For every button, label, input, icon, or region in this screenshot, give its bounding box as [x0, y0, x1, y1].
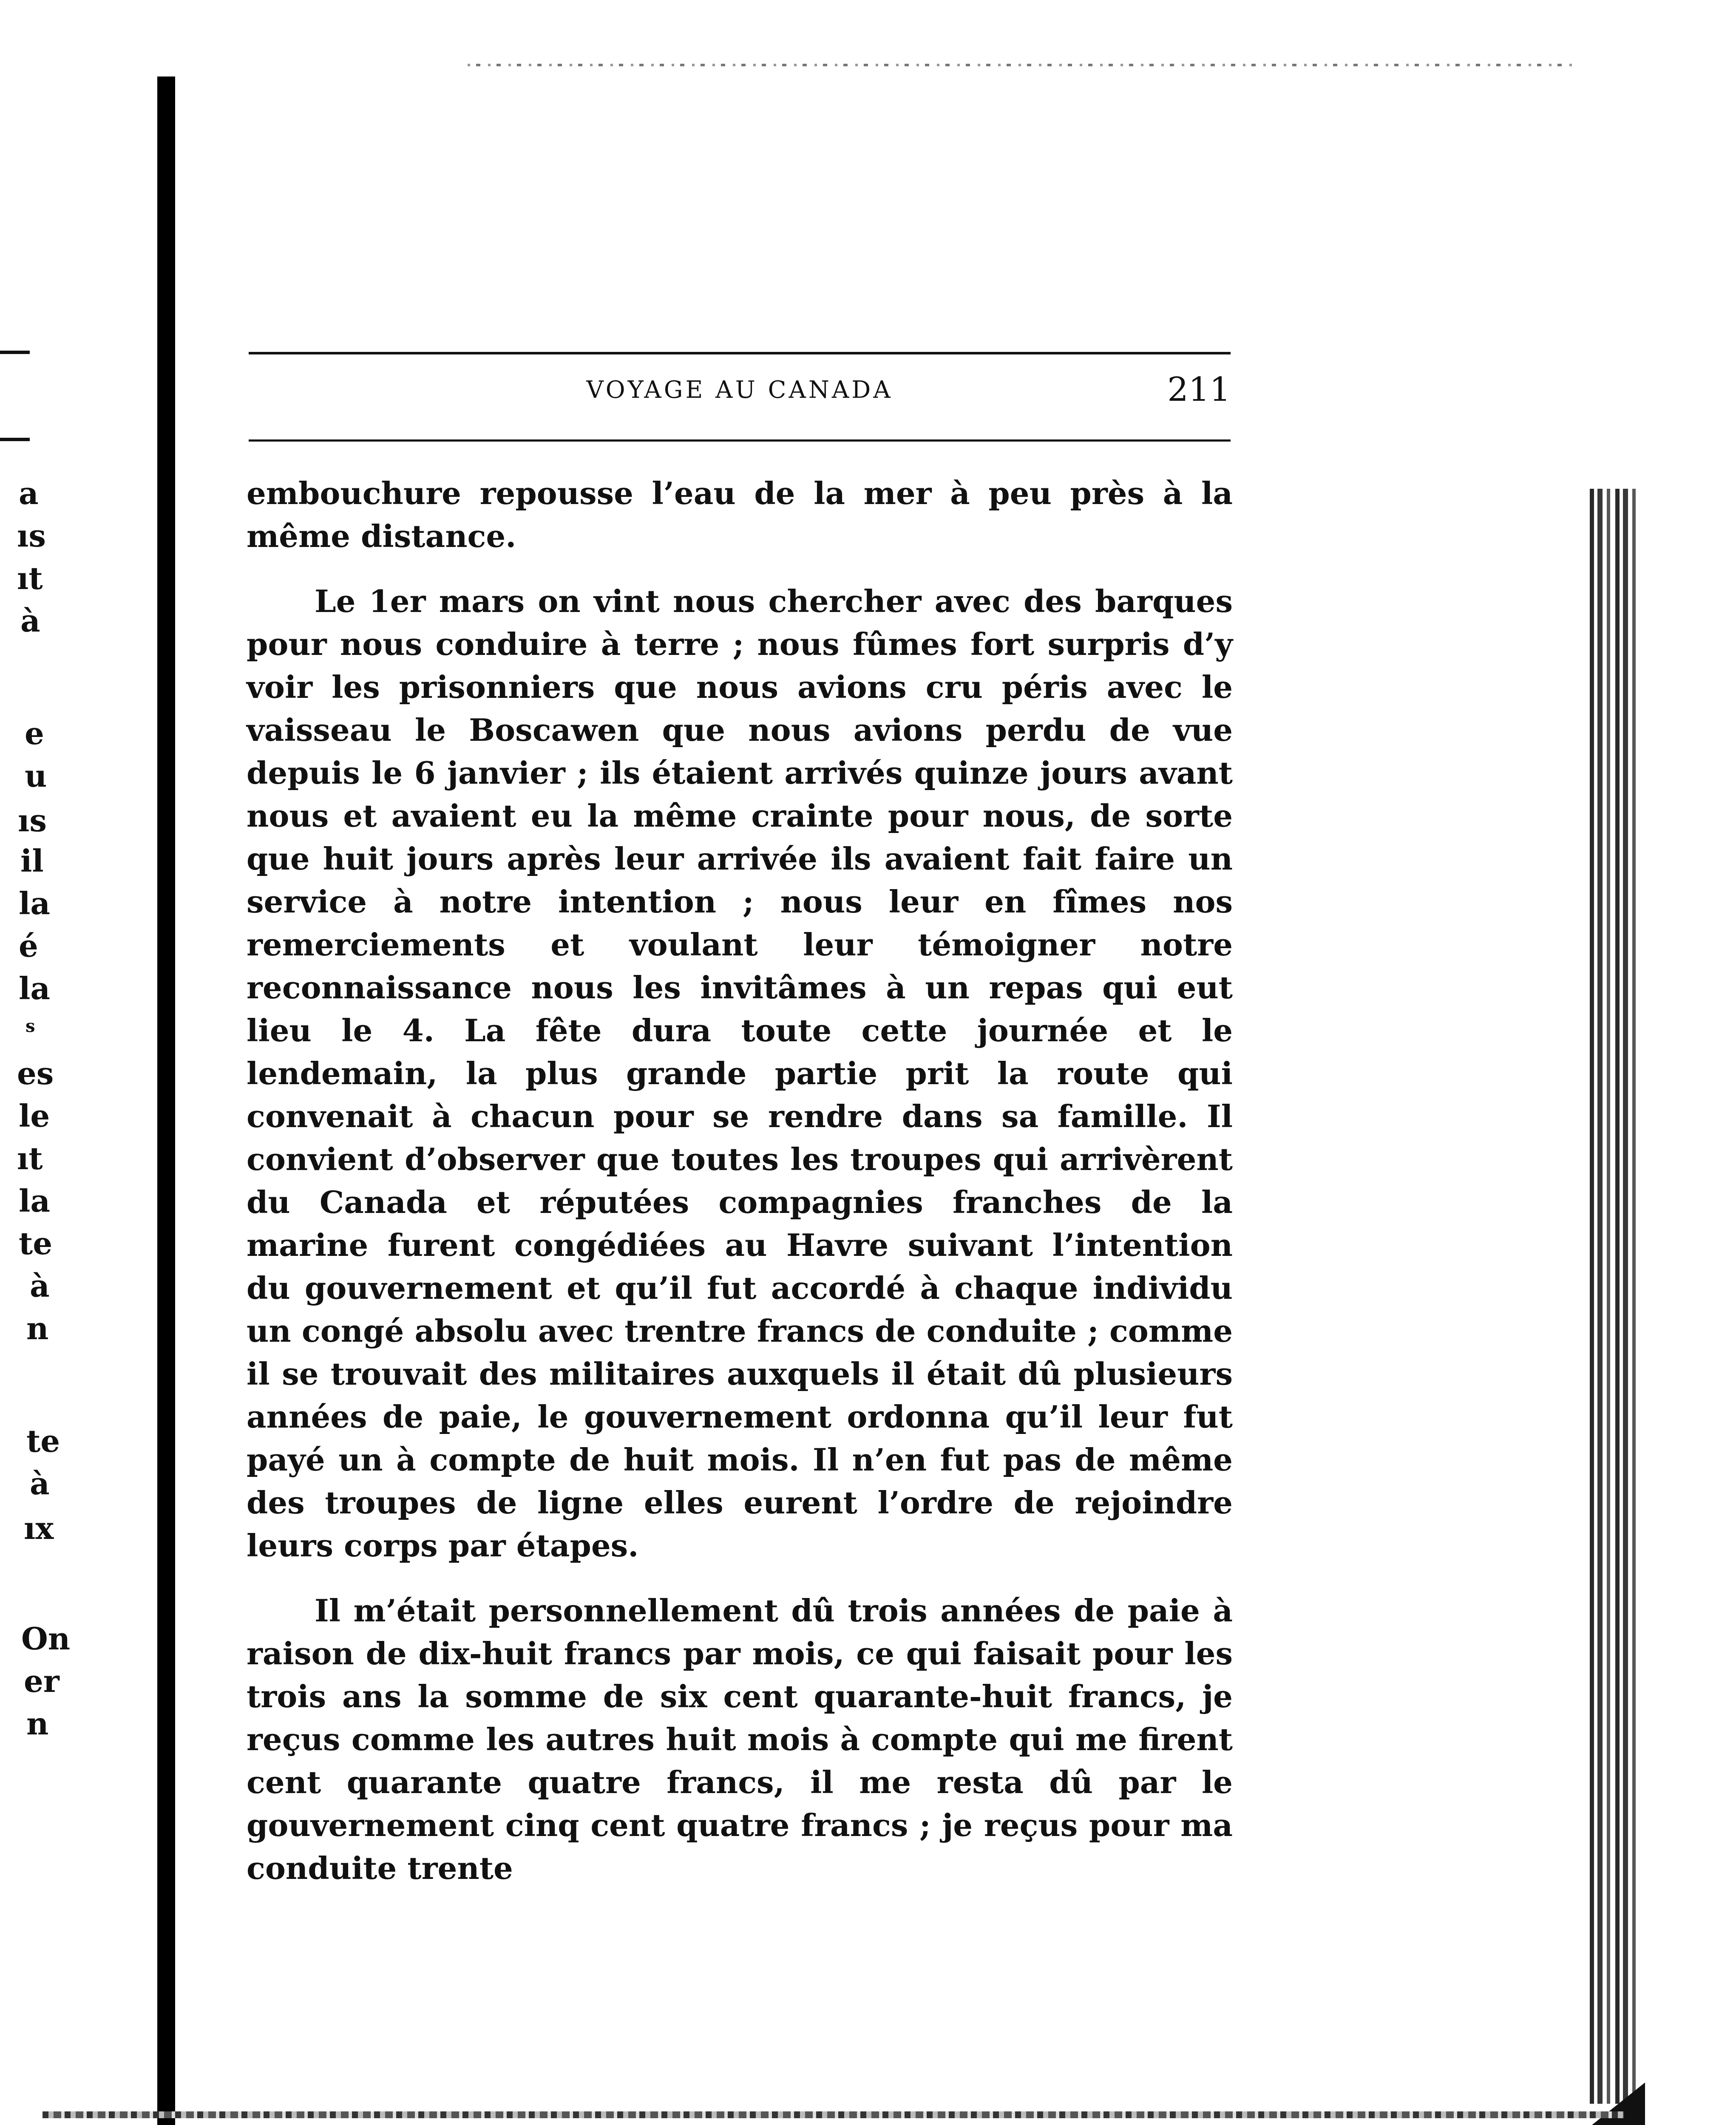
fragment: s [26, 1016, 35, 1036]
running-head: VOYAGE AU CANADA [586, 376, 893, 404]
fragment: la [19, 885, 51, 921]
header-rule-top [249, 352, 1231, 354]
fragment: te [19, 1225, 53, 1261]
fragment: à [20, 603, 40, 639]
fragment: ıx [24, 1510, 54, 1546]
fragment: es [17, 1055, 54, 1091]
fragment: ıt [17, 560, 43, 596]
fragment: il [20, 843, 44, 879]
fragment: te [26, 1423, 60, 1459]
page-stack-edge [1590, 489, 1637, 2104]
fragment: la [19, 1183, 51, 1219]
paragraph: Le 1er mars on vint nous chercher avec des barques pour nous conduire à terre ; nous fûmes fort surpris d’y voir les prisonniers que nous avions cru péris avec le vaisseau le Boscawen que nous avions perdu de vue depuis le 6 janvier ; ils étaient arrivés quinze jours avant nous et avaient eu la même crainte pour nous, de sorte que huit jours après leur arrivée ils avaient fait faire un service à notre intention ; nous leur en fîmes nos remerciements et voulant leur témoigner notre reconnaissance nous les invitâmes à un repas qui eut lieu le 4. La fête dura toute cette journée et le lendemain, la plus grande partie prit la route qui convenait à chacun pour se rendre dans sa famille. Il convient d’observer que toutes les troupes qui arrivèrent du Canada et réputées compagnies franches de la marine furent congédiées au Havre suivant l’intention du gouvernement et qu’il fut accordé à chaque individu un congé absolu avec trentre francs de conduite ; comme il se trouvait des militaires auxquels il était dû plusieurs années de paie, le gouvernement ordonna qu’il leur fut payé un à compte de huit mois. Il n’en fut pas de même des troupes de ligne elles eurent l’ordre de rejoindre leurs corps par étapes. [247, 583, 1233, 1564]
paragraph: embouchure repousse l’eau de la mer à peu près à la même distance. [247, 475, 1233, 554]
fragment: é [19, 928, 38, 964]
fragment: er [24, 1663, 60, 1699]
fragment: la [19, 970, 51, 1006]
fragment-dash [0, 351, 30, 354]
fragment: a [19, 475, 39, 511]
body-text [247, 472, 1233, 1890]
fragment: On [21, 1621, 71, 1657]
scan-top-edge [468, 64, 1573, 66]
fragment: à [30, 1268, 50, 1304]
page-corner-shadow [1581, 2082, 1645, 2125]
fragment-dash [0, 438, 30, 441]
page-binding-shadow [157, 76, 175, 2125]
fragment: e [25, 715, 44, 751]
paragraph: Il m’était personnellement dû trois années de paie à raison de dix-huit francs par mois, ce qui faisait pour les trois ans la somme de six cent quarante-huit francs, je reçus comme les autres huit mois à compte qui me firent cent quarante quatre francs, il me resta dû par le gouvernement cinq cent quatre francs ; je reçus pour ma conduite trente [247, 1592, 1233, 1886]
fragment: le [19, 1098, 50, 1134]
header-rule-bottom [249, 439, 1231, 442]
fragment: ıs [18, 802, 47, 839]
fragment: n [26, 1310, 49, 1346]
fragment: n [26, 1706, 49, 1742]
fragment: ıs [17, 518, 46, 554]
fragment: à [30, 1465, 50, 1502]
fragment: ıt [17, 1140, 43, 1176]
fragment: u [25, 758, 47, 794]
left-page-fragments [0, 0, 85, 2125]
scan-bottom-edge [43, 2111, 1624, 2118]
page-number: 211 [1167, 371, 1231, 409]
